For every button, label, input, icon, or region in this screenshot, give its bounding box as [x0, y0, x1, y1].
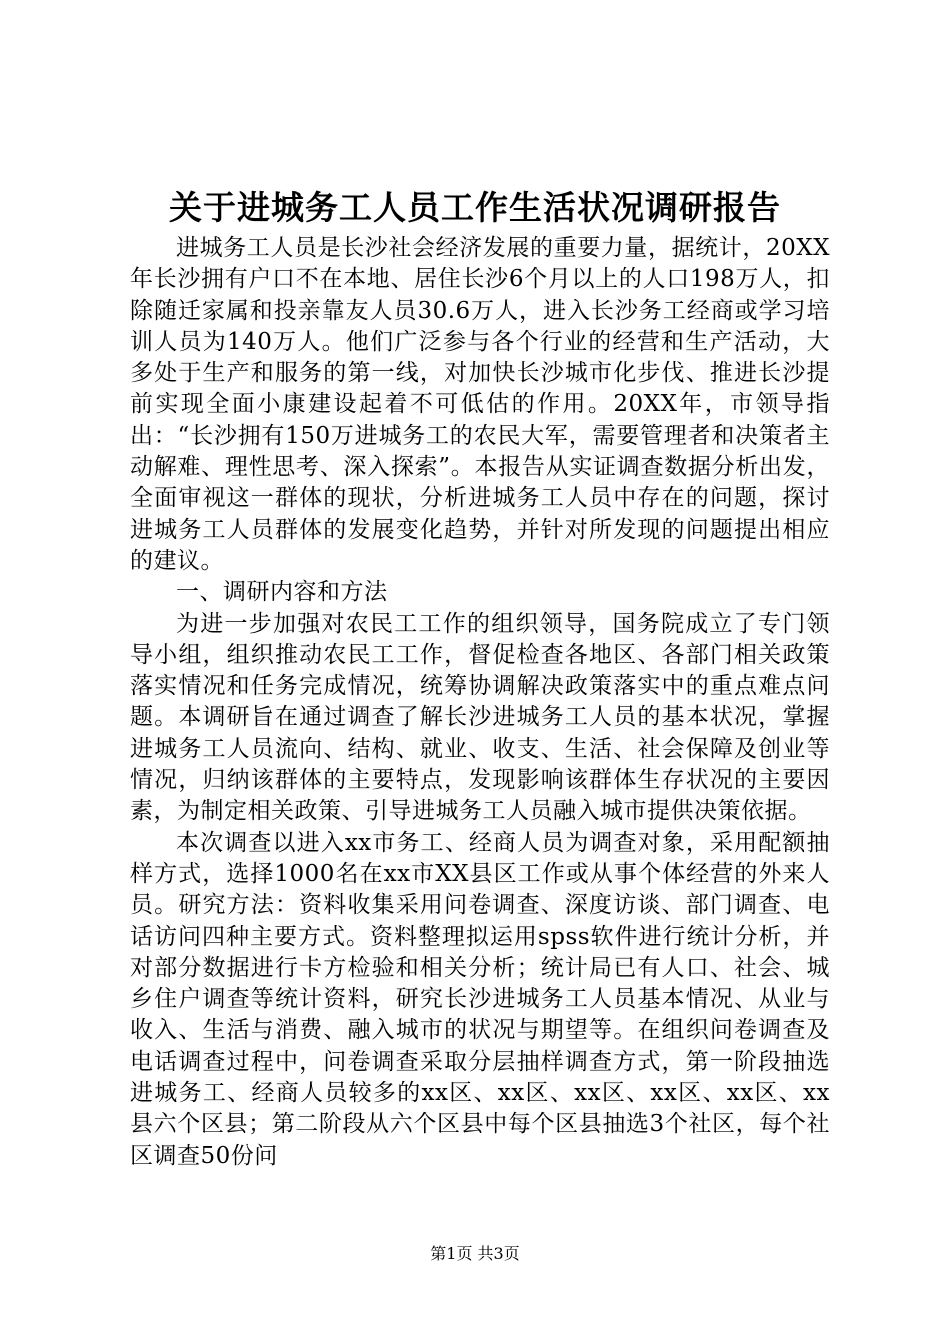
document-body: [130, 233, 830, 1172]
document-title: 关于进城务工人员工作生活状况调研报告: [169, 188, 781, 227]
paragraph-intro: 进城务工人员是长沙社会经济发展的重要力量，据统计，20XX年长沙拥有户口不在本地、居住长沙6个月以上的人口198万人，扣除随迁家属和投亲靠友人员30.6万人，进入长沙务工经商或学习培训人员为140万人。他们广泛参与各个行业的经营和生产活动，大多处于生产和服务的第一线，对加快长沙城市化步伐、推进长沙提前实现全面小康建设起着不可低估的作用。20XX年，市领导指出：“长沙拥有150万进城务工的农民大军，需要管理者和决策者主动解难、理性思考、深入探索”。本报告从实证调查数据分析出发，全面审视这一群体的现状，分析进城务工人员中存在的问题，探讨进城务工人员群体的发展变化趋势，并针对所发现的问题提出相应的建议。: [130, 235, 830, 574]
section-heading-research-content-methods: 一、调研内容和方法: [176, 579, 388, 606]
paragraph-survey-methods: 本次调查以进入xx市务工、经商人员为调查对象，采用配额抽样方式，选择1000名在xx市XX县区工作或从事个体经营的外来人员。研究方法：资料收集采用问卷调查、深度访谈、部门调查、电话访问四种主要方式。资料整理拟运用spss软件进行统计分析，并对部分数据进行卡方检验和相关分析；统计局已有人口、社会、城乡住户调查等统计资料，研究长沙进城务工人员基本情况、从业与收入、生活与消费、融入城市的状况与期望等。在组织问卷调查及电话调查过程中，问卷调查采取分层抽样调查方式，第一阶段抽选进城务工、经商人员较多的xx区、xx区、xx区、xx区、xx区、xx县六个区县；第二阶段从六个区县中每个区县抽选3个社区，每个社区调查50份问: [130, 829, 830, 1169]
page-footer: 第1页 共3页: [430, 1244, 520, 1263]
paragraph-research-purpose: 为进一步加强对农民工工作的组织领导，国务院成立了专门领导小组，组织推动农民工工作，督促检查各地区、各部门相关政策落实情况和任务完成情况，统筹协调解决政策落实中的重点难点问题。本调研旨在通过调查了解长沙进城务工人员的基本状况，掌握进城务工人员流向、结构、就业、收支、生活、社会保障及创业等情况，归纳该群体的主要特点，发现影响该群体生存状况的主要因素，为制定相关政策、引导进城务工人员融入城市提供决策依据。: [130, 610, 830, 825]
